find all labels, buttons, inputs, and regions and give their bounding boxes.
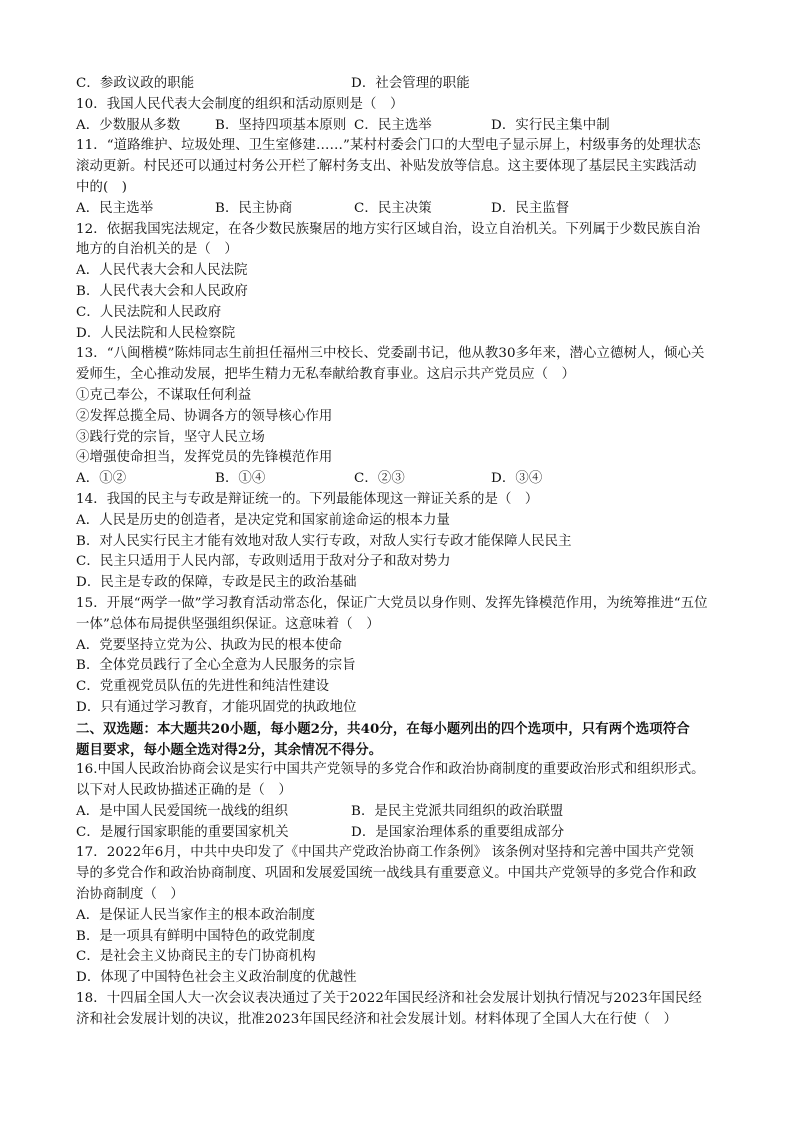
q16-options-ab bbox=[76, 802, 726, 823]
q16-stem-line-1: 16.中国人民政治协商会议是实行中国共产党领导的多党合作和政治协商制度的重要政治形式和组织形式。 bbox=[76, 762, 705, 778]
section2-heading-line-1: 二、双选题：本大题共20小题，每小题2分，共40分，在每小题列出的四个选项中，只有两个选项符合 bbox=[76, 720, 690, 737]
q15-option-a[interactable]: A．党要坚持立党为公、执政为民的根本使命 bbox=[76, 637, 343, 653]
q12-option-a[interactable]: A．人民代表大会和人民法院 bbox=[76, 263, 248, 279]
q10-stem: 10．我国人民代表大会制度的组织和活动原则是（ ） bbox=[76, 96, 404, 112]
q15-stem-line-1: 15．开展“两学一做”学习教育活动常态化，保证广大党员以身作则、发挥先锋模范作用，为统筹推进“五位 bbox=[76, 595, 708, 611]
q17-option-a[interactable]: A．是保证人民当家作主的根本政治制度 bbox=[76, 907, 316, 923]
q10-options bbox=[76, 116, 726, 137]
q17-stem-line-3: 治协商制度（ ） bbox=[76, 887, 184, 903]
q12-option-c[interactable]: C．人民法院和人民政府 bbox=[76, 304, 222, 320]
q11-option-a[interactable]: A．民主选举 bbox=[76, 200, 154, 216]
q13-option-d[interactable]: D．③④ bbox=[491, 471, 543, 487]
q14-option-c[interactable]: C．民主只适用于人民内部，专政则适用于敌对分子和敌对势力 bbox=[76, 554, 451, 570]
q9-options-cd bbox=[76, 74, 726, 95]
q17-option-c[interactable]: C．是社会主义协商民主的专门协商机构 bbox=[76, 949, 316, 965]
q13-option-b[interactable]: B．①④ bbox=[215, 471, 266, 487]
q14-option-b[interactable]: B．对人民实行民主才能有效地对敌人实行专政，对敌人实行专政才能保障人民民主 bbox=[76, 533, 572, 549]
section2-heading-line-2: 题目要求，每小题全选对得2分，其余情况不得分。 bbox=[76, 741, 383, 758]
q17-option-d[interactable]: D．体现了中国特色社会主义政治制度的优越性 bbox=[76, 970, 357, 986]
q16-options-cd bbox=[76, 823, 726, 844]
q11-option-b[interactable]: B．民主协商 bbox=[215, 200, 293, 216]
q17-stem-line-2: 导的多党合作和政治协商制度、巩固和发展爱国统一战线具有重要意义。中国共产党领导的多党合作和政 bbox=[76, 866, 697, 882]
q10-option-d[interactable]: D．实行民主集中制 bbox=[491, 117, 610, 133]
q11-option-c[interactable]: C．民主决策 bbox=[354, 200, 432, 216]
q15-option-d[interactable]: D．只有通过学习教育，才能巩固党的执政地位 bbox=[76, 699, 357, 715]
q18-stem-line-1: 18．十四届全国人大一次会议表决通过了关于2022年国民经济和社会发展计划执行情况与2023年国民经 bbox=[76, 991, 702, 1007]
q15-stem-line-2: 一体”总体布局提供坚强组织保证。这意味着（ ） bbox=[76, 616, 380, 632]
q11-options bbox=[76, 199, 726, 220]
q11-stem-line-2: 滚动更新。村民还可以通过村务公开栏了解村务支出、补贴发放等信息。这主要体现了基层民主实践活动 bbox=[76, 159, 697, 175]
q12-stem-line-1: 12．依据我国宪法规定，在各少数民族聚居的地方实行区域自治，设立自治机关。下列属于少数民族自治 bbox=[76, 221, 701, 237]
q15-option-b[interactable]: B．全体党员践行了全心全意为人民服务的宗旨 bbox=[76, 658, 356, 674]
q12-option-b[interactable]: B．人民代表大会和人民政府 bbox=[76, 283, 248, 299]
q16-option-d[interactable]: D．是国家治理体系的重要组成部分 bbox=[351, 824, 565, 840]
exam-page bbox=[76, 74, 726, 1031]
q17-option-b[interactable]: B．是一项具有鲜明中国特色的政党制度 bbox=[76, 928, 316, 944]
q13-item-1: ①克己奉公，不谋取任何利益 bbox=[76, 387, 252, 403]
q13-item-3: ③践行党的宗旨，坚守人民立场 bbox=[76, 429, 265, 445]
q18-stem-line-2: 济和社会发展计划的决议，批准2023年国民经济和社会发展计划。材料体现了全国人大在行使（ ） bbox=[76, 1011, 678, 1027]
q16-option-b[interactable]: B．是民主党派共同组织的政治联盟 bbox=[351, 803, 564, 819]
q11-stem-line-1: 11．“道路维护、垃圾处理、卫生室修建……”某村村委会门口的大型电子显示屏上，村级事务的处理状态 bbox=[76, 138, 701, 154]
q12-stem-line-2: 地方的自治机关的是（ ） bbox=[76, 242, 238, 258]
q17-stem-line-1: 17．2022年6月，中共中央印发了《中国共产党政治协商工作条例》 该条例对坚持和完善中国共产党领 bbox=[76, 845, 694, 861]
q13-stem-line-2: 爱师生，全心推动发展，把毕生精力无私奉献给教育事业。这启示共产党员应（ ） bbox=[76, 367, 576, 383]
q13-option-a[interactable]: A．①② bbox=[76, 471, 127, 487]
q12-option-d[interactable]: D．人民法院和人民检察院 bbox=[76, 325, 236, 341]
q10-option-b[interactable]: B．坚持四项基本原则 bbox=[215, 117, 347, 133]
q13-item-4: ④增强使命担当，发挥党员的先锋模范作用 bbox=[76, 450, 333, 466]
q16-option-a[interactable]: A．是中国人民爱国统一战线的组织 bbox=[76, 803, 289, 819]
q14-stem: 14．我国的民主与专政是辩证统一的。下列最能体现这一辩证关系的是（ ） bbox=[76, 491, 539, 507]
q9-option-d[interactable]: D．社会管理的职能 bbox=[351, 76, 470, 91]
q15-option-c[interactable]: C．党重视党员队伍的先进性和纯洁性建设 bbox=[76, 679, 330, 695]
q13-stem-line-1: 13．“八闽楷模”陈炜同志生前担任福州三中校长、党委副书记，他从教30多年来，潜心立德树人，倾心关 bbox=[76, 346, 705, 362]
q16-option-c[interactable]: C．是履行国家职能的重要国家机关 bbox=[76, 824, 289, 840]
q10-option-c[interactable]: C．民主选举 bbox=[354, 117, 432, 133]
q16-stem-line-2: 以下对人民政协描述正确的是（ ） bbox=[76, 783, 292, 799]
q14-option-d[interactable]: D．民主是专政的保障，专政是民主的政治基础 bbox=[76, 575, 357, 591]
q11-stem-line-3: 中的( ) bbox=[76, 179, 128, 195]
q11-option-d[interactable]: D．民主监督 bbox=[491, 200, 570, 216]
q14-option-a[interactable]: A．人民是历史的创造者，是决定党和国家前途命运的根本力量 bbox=[76, 512, 451, 528]
q13-item-2: ②发挥总揽全局、协调各方的领导核心作用 bbox=[76, 408, 333, 424]
q13-options bbox=[76, 469, 726, 490]
q13-option-c[interactable]: C．②③ bbox=[354, 471, 405, 487]
q9-option-c[interactable]: C．参政议政的职能 bbox=[76, 76, 195, 91]
q10-option-a[interactable]: A．少数服从多数 bbox=[76, 117, 181, 133]
